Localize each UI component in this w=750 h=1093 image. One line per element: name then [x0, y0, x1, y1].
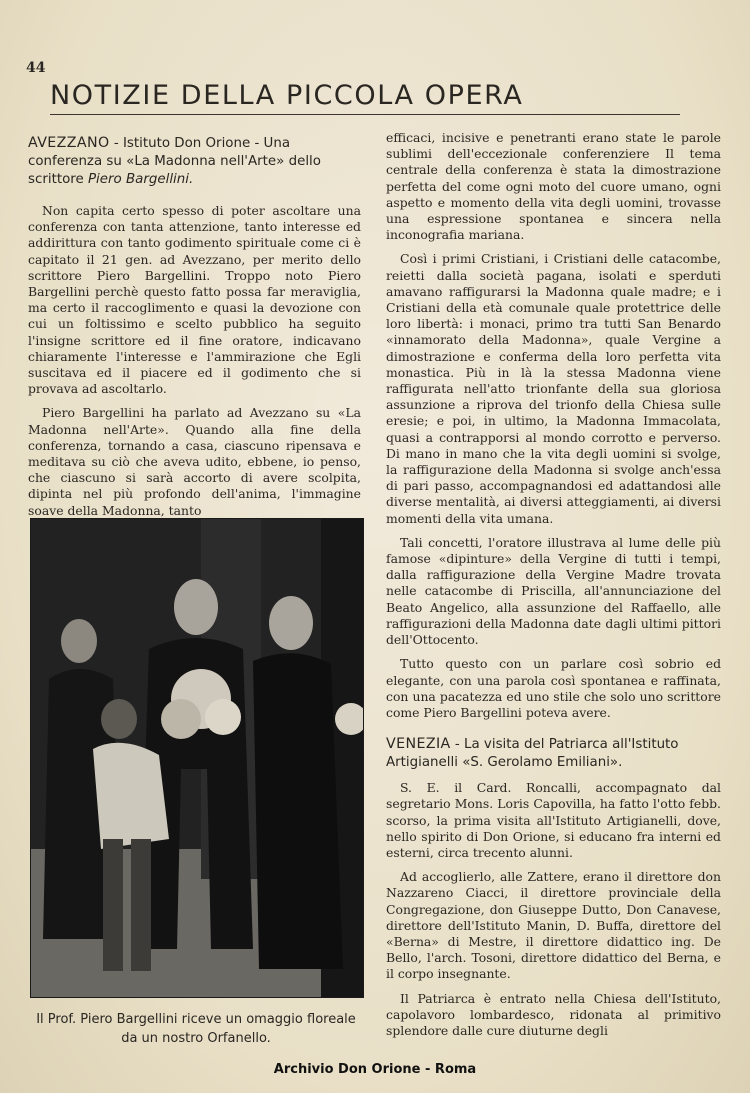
right-column	[386, 130, 721, 1047]
avezzano-paragraph: Non capita certo spesso di poter ascoltare una conferenza con tanta attenzione, tanto interesse ed addirittura con tanto godimento spirituale come ci è capitato il 21 gen. ad Avezzano, per merito dello scrittore Piero Bargellini. Troppo noto Piero Bargellini perchè questo fatto possa far meraviglia, ma certo il raccoglimento e quasi la devozione con cui un foltissimo e scelto pubblico ha seguito l'insigne scrittore ed il fine oratore, indicavano chiaramente l'interesse e l'ammirazione che Egli suscitava ed il piacere ed il godimento che si provava ad ascoltarlo.	[28, 203, 361, 397]
avezzano-paragraph: Così i primi Cristiani, i Cristiani delle catacombe, reietti dalla società pagana, isolati e sperduti amavano raffigurarsi la Madonna quale madre; e i Cristiani della età comunale quale protettrice delle loro libertà: i monaci, primo tra tutti San Benardo «innamorato della Madonna», quale Vergine a dimostrazione e conferma della loro perfetta vita monastica. Più in là la stessa Madonna viene raffigurata nell'atto trionfante della sua gloriosa assunzione a riprova del trionfo della Chiesa sulle eresie; e poi, in ultimo, la Madonna Immacolata, quasi a contrapporsi al mondo corrotto e perverso. Di mano in mano che la vita degli uomini si svolge, la raffigurazione della Madonna si svolge anch'essa di pari passo, accompagnandosi ed adattandosi alle diverse mentalità, ai diversi atteggiamenti, ai diversi momenti della vita umana.	[386, 251, 721, 526]
avezzano-author: Piero Bargellini.	[87, 172, 194, 187]
photo-caption: Il Prof. Piero Bargellini riceve un omaggio floreale da un nostro Orfanello.	[36, 1012, 356, 1046]
page-number: 44	[26, 60, 46, 76]
avezzano-paragraph: Tali concetti, l'oratore illustrava al lume delle più famose «dipinture» della Vergine di tutti i tempi, dalla raffigurazione della Vergine Madre trovata nelle catacombe di Priscilla, all'annunciazione del Beato Angelico, alla assunzione del Raffaello, alle raffigurazioni della Madonna date dagli ultimi pittori dell'Ottocento.	[386, 534, 721, 648]
avezzano-paragraph: efficaci, incisive e penetranti erano state le parole sublimi dell'eccezionale conferenziere Il tema centrale della conferenza è stata la dimostrazione perfetta del come ogni moto del cuore umano, ogni aspetto e momento della vita degli uomini, trovasse una espressione spontanea e sincera nella inconografia mariana.	[386, 130, 721, 243]
photo-bargellini-orphan	[30, 518, 364, 998]
left-column	[28, 134, 361, 527]
avezzano-section-title	[28, 134, 361, 189]
venezia-section-title	[386, 735, 721, 772]
avezzano-title-text: - Istituto Don Orione - Una conferenza su «La Madonna nell'Arte» dello scrittore	[28, 136, 321, 187]
avezzano-paragraph: Piero Bargellini ha parlato ad Avezzano su «La Madonna nell'Arte». Quando alla fine della conferenza, tornando a casa, ciascuno ripensava e meditava su ciò che aveva udito, ebbene, io penso, che ciascuno si sarà accorto di avere scolpita, dipinta nel più profondo dell'anima, l'immagine soave della Madonna, tanto	[28, 405, 361, 518]
avezzano-city: AVEZZANO	[28, 135, 110, 151]
venezia-paragraph: Il Patriarca è entrato nella Chiesa dell'Istituto, capolavoro lombardesco, ridonata al primitivo splendore dalle cure diuturne degli	[386, 990, 721, 1038]
archive-footer: Archivio Don Orione - Roma	[273, 1062, 477, 1077]
photo-illustration	[31, 519, 363, 997]
avezzano-paragraph: Tutto questo con un parlare così sobrio ed elegante, con una parola così spontanea e raffinata, con una pacatezza ed uno stile che solo uno scrittore come Piero Bargellini poteva avere.	[386, 656, 721, 720]
venezia-title-text: - La visita del Patriarca all'Istituto Artigianelli «S. Gerolamo Emiliani».	[386, 737, 679, 771]
page-heading: NOTIZIE DELLA PICCOLA OPERA	[50, 80, 680, 115]
venezia-paragraph: Ad accoglierlo, alle Zattere, erano il direttore don Nazzareno Ciacci, il direttore provinciale della Congregazione, don Giuseppe Dutto, Don Canavese, direttore dell'Istituto Manin, D. Buffa, direttore del «Berna» di Mestre, il direttore didattico ing. De Bello, l'arch. Tosoni, direttore didattico del Berna, e il corpo insegnante.	[386, 869, 721, 982]
venezia-city: VENEZIA	[386, 736, 451, 753]
venezia-paragraph: S. E. il Card. Roncalli, accompagnato dal segretario Mons. Loris Capovilla, ha fatto l'otto febb. scorso, la prima visita all'Istituto Artigianelli, dove, nello spirito di Don Orione, si educano fra interni ed esterni, circa trecento alunni.	[386, 780, 721, 860]
